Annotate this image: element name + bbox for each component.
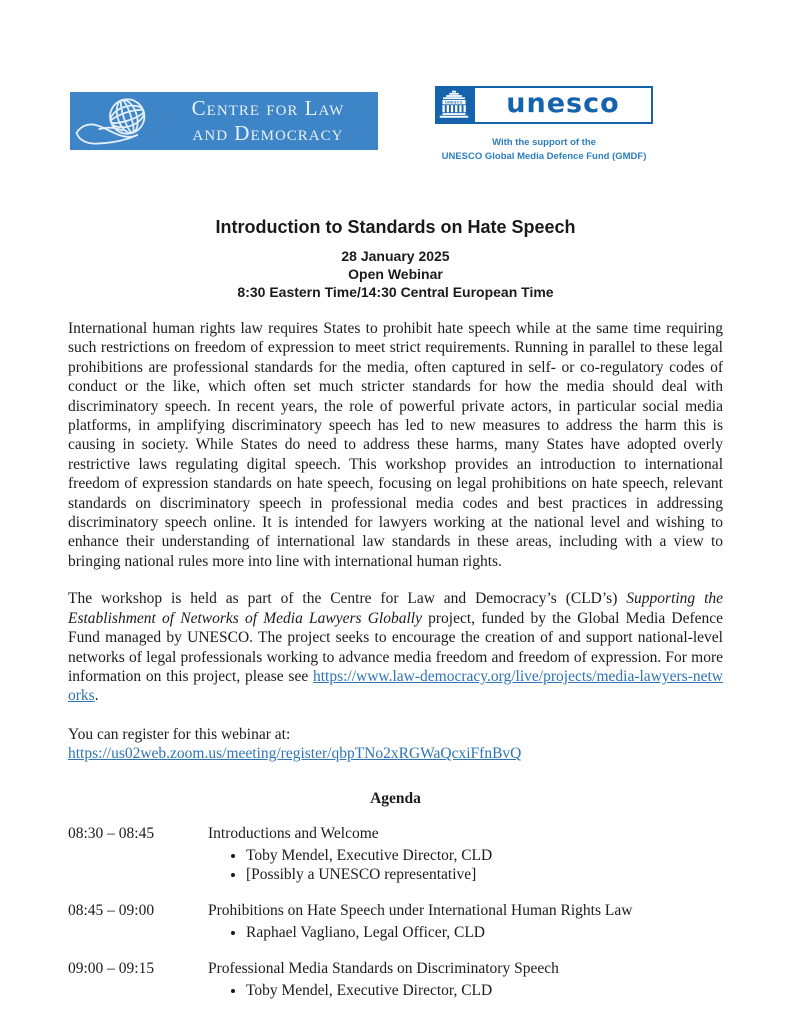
- agenda-topic: Prohibitions on Hate Speech under International Human Rights Law: [208, 901, 633, 919]
- agenda-time: 08:30 – 08:45: [68, 824, 155, 842]
- cld-logo-text: [166, 96, 378, 146]
- agenda-speakers: [208, 981, 723, 1000]
- intro-paragraph: International human rights law requires States to prohibit hate speech while at the same time requiring such restrictions on freedom of expression to meet strict requirements. Running in parallel to these legal prohibitions are professional standards for the media, often captured in self- or co-regulatory codes of conduct or the like, which often set much stricter standards for how the media should deal with discriminatory speech. In recent years, the role of powerful private actors, in particular social media platforms, in amplifying discriminatory speech has led to new measures to address the harm this is causing in society. While States do need to address these harms, many States have adopted overly restrictive laws regulating digital speech. This workshop provides an introduction to international freedom of expression standards on hate speech, focusing on legal prohibitions on hate speech, relevant standards on discriminatory speech in professional media codes and best practices in addressing discriminatory speech online. It is intended for lawyers working at the national level and wishing to enhance their understanding of international law standards in these areas, including with a view to bringing national rules more into line with international human rights.: [68, 320, 723, 570]
- agenda-content: [208, 959, 723, 1001]
- page-title: Introduction to Standards on Hate Speech: [215, 217, 576, 237]
- agenda-speakers: [208, 923, 723, 942]
- zoom-registration-link[interactable]: https://us02web.zoom.us/meeting/register/qbpTNo2xRGWaQcxiFfnBvQ: [68, 745, 522, 763]
- unesco-support-line1: With the support of the: [492, 137, 596, 148]
- agenda-content: [208, 824, 723, 885]
- event-time: 8:30 Eastern Time/14:30 Central European Time: [237, 284, 554, 300]
- unesco-support-caption: [413, 136, 675, 164]
- agenda-item-3: [68, 959, 723, 1001]
- agenda-heading: Agenda: [370, 789, 421, 807]
- agenda-topic: Professional Media Standards on Discriminatory Speech: [208, 959, 559, 977]
- unesco-temple-icon: [435, 86, 473, 124]
- document-body: [68, 216, 723, 1000]
- event-details: [68, 247, 723, 301]
- registration-block: [68, 725, 723, 764]
- cld-logo-line2: and Democracy: [192, 121, 344, 145]
- cld-logo: [70, 92, 378, 150]
- unesco-logo: [435, 86, 653, 164]
- unesco-emblem-text: UNESCO: [445, 100, 463, 105]
- agenda-content: [208, 901, 723, 943]
- agenda-speakers: [208, 846, 723, 885]
- project-text-2: project, funded by the Global Media Defence Fund managed by UNESCO. The project seeks to encourage the creation of and support national-level networks of legal professionals working to advance media freedom and freedom of expression. For more information on this project, please see: [68, 609, 724, 685]
- agenda-speaker: • Toby Mendel, Executive Director, CLD: [246, 846, 723, 865]
- agenda-item-2: [68, 901, 723, 943]
- hand-globe-icon: [74, 93, 166, 149]
- project-text-1: The workshop is held as part of the Centre for Law and Democracy’s (CLD’s): [68, 590, 627, 608]
- unesco-wordmark: unesco: [506, 88, 620, 119]
- project-text-3: .: [94, 687, 99, 705]
- unesco-wordmark-box: [473, 86, 653, 124]
- unesco-logo-row: [435, 86, 653, 124]
- agenda-speaker: • Toby Mendel, Executive Director, CLD: [246, 981, 723, 1000]
- agenda-topic: Introductions and Welcome: [208, 824, 379, 842]
- agenda-speaker: • [Possibly a UNESCO representative]: [246, 865, 723, 884]
- project-name-italic: Supporting the Establishment of Networks of Media Lawyers Globally: [68, 590, 723, 627]
- unesco-support-line2: UNESCO Global Media Defence Fund (GMDF): [441, 151, 647, 162]
- agenda-time: 09:00 – 09:15: [68, 959, 155, 977]
- registration-label: You can register for this webinar at:: [68, 725, 291, 743]
- agenda-item-1: [68, 824, 723, 885]
- header-logos: [68, 0, 723, 170]
- project-paragraph: [68, 589, 723, 705]
- agenda-time: 08:45 – 09:00: [68, 901, 155, 919]
- cld-logo-line1: Centre for Law: [191, 96, 345, 120]
- agenda-speaker: • Raphael Vagliano, Legal Officer, CLD: [246, 923, 723, 942]
- event-date: 28 January 2025: [341, 248, 450, 264]
- project-info-link[interactable]: https://www.law-democracy.org/live/projects/media-lawyers-networks: [68, 667, 723, 705]
- agenda-list: [68, 824, 723, 1001]
- event-type: Open Webinar: [348, 266, 443, 282]
